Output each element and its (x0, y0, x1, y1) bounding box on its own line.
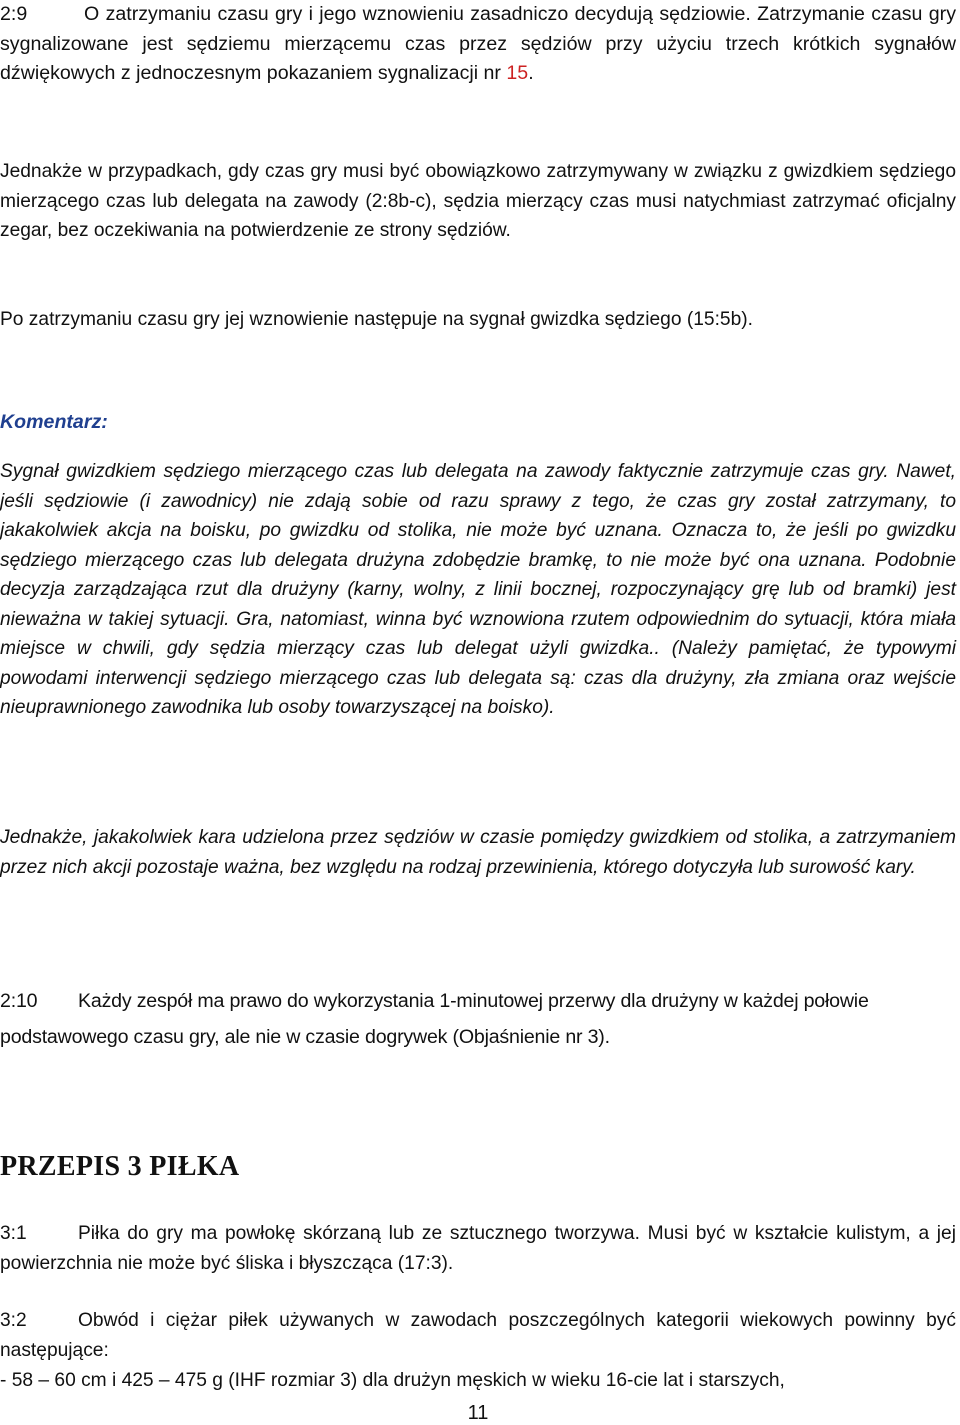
rule-2-9-paragraph-2: Jednakże w przypadkach, gdy czas gry musi być obowiązkowo zatrzymywany w związku z gwizdkiem sędziego mierzącego czas lub delegata na zawody (2:8b-c), sędzia mierzący czas musi natychmiast zatrzymać oficjalny zegar, bez oczekiwania na potwierdzenie ze strony sędziów. (0, 161, 956, 241)
rule-text: Obwód i ciężar piłek używanych w zawodach poszczególnych kategorii wiekowych powinny być następujące: (0, 1310, 956, 1361)
rule-3-1-paragraph (0, 1219, 956, 1278)
commentary-note: Jednakże, jakakolwiek kara udzielona przez sędziów w czasie pomiędzy gwizdkiem od stolika, a zatrzymaniem przez nich akcji pozostaje ważna, bez względu na rodzaj przewinienia, którego dotyczyła lub surowość kary. (0, 827, 956, 878)
rule-3-2-list-item: - 58 – 60 cm i 425 – 475 g (IHF rozmiar 3) dla drużyn męskich w wieku 16-cie lat i starszych, (0, 1370, 785, 1391)
rule-2-9-paragraph-3: Po zatrzymaniu czasu gry jej wznowienie następuje na sygnał gwizdka sędziego (15:5b). (0, 309, 753, 330)
rule-text: Każdy zespół ma prawo do wykorzystania 1-minutowej przerwy dla drużyny w każdej połowie podstawowego czasu gry, ale nie w czasie dogrywek (Objaśnienie nr 3). (0, 990, 869, 1048)
rule-number: 2:10 (0, 990, 38, 1012)
rule-number: 3:1 (0, 1223, 27, 1244)
rule-text: Piłka do gry ma powłokę skórzaną lub ze sztucznego tworzywa. Musi być w kształcie kulistym, a jej powierzchnia nie może być śliska i błyszcząca (17:3). (0, 1223, 956, 1274)
page-number: 11 (467, 1402, 489, 1424)
rule-number: 2:9 (0, 3, 28, 25)
rule-number: 3:2 (0, 1310, 27, 1331)
rule-text: O zatrzymaniu czasu gry i jego wznowieniu zasadniczo decydują sędziowie. Zatrzymanie czasu gry sygnalizowane jest sędziemu mierzącemu czas przez sędziów przy użyciu trzech krótkich sygnałów dźwiękowych z jednoczesnym pokazaniem sygnalizacji nr (0, 3, 956, 84)
commentary-body: Sygnał gwizdkiem sędziego mierzącego czas lub delegata na zawody faktycznie zatrzymuje czas gry. Nawet, jeśli sędziowie (i zawodnicy) nie zdają sobie od razu sprawy z tego, że czas gry został zatrzymany, to jakakolwiek akcja na boisku, po gwizdku od stolika, nie może być uznana. Oznacza to, że jeśli po gwizdku sędziego mierzącego czas lub delegata drużyna zdobędzie bramkę, to nie może być ona uznana. Podobnie decyzja zarządzająca rzut dla drużyny (karny, wolny, z linii bocznej, rozpoczynający grę lub od bramki) jest nieważna w takiej sytuacji. Gra, natomiast, winna być wznowiona rzutem odpowiednim do sytuacji, która miała miejsce w chwili, gdy sędzia mierzący czas lub delegat użyli gwizdka.. (Należy pamiętać, że typowymi powodami interwencji sędziego mierzącego czas lub delegata są: czas dla drużyny, zła zmiana oraz wejście nieuprawnionego zawodnika lub osoby towarzyszącej na boisko). (0, 461, 956, 718)
signal-reference: 15 (506, 62, 529, 84)
rule-text-end: . (528, 62, 534, 84)
rule-3-2-paragraph (0, 1306, 956, 1365)
rule-2-9-paragraph (0, 0, 956, 89)
section-heading: PRZEPIS 3 PIŁKA (0, 1151, 240, 1182)
commentary-heading: Komentarz: (0, 411, 108, 433)
rule-2-10-paragraph (0, 983, 930, 1055)
